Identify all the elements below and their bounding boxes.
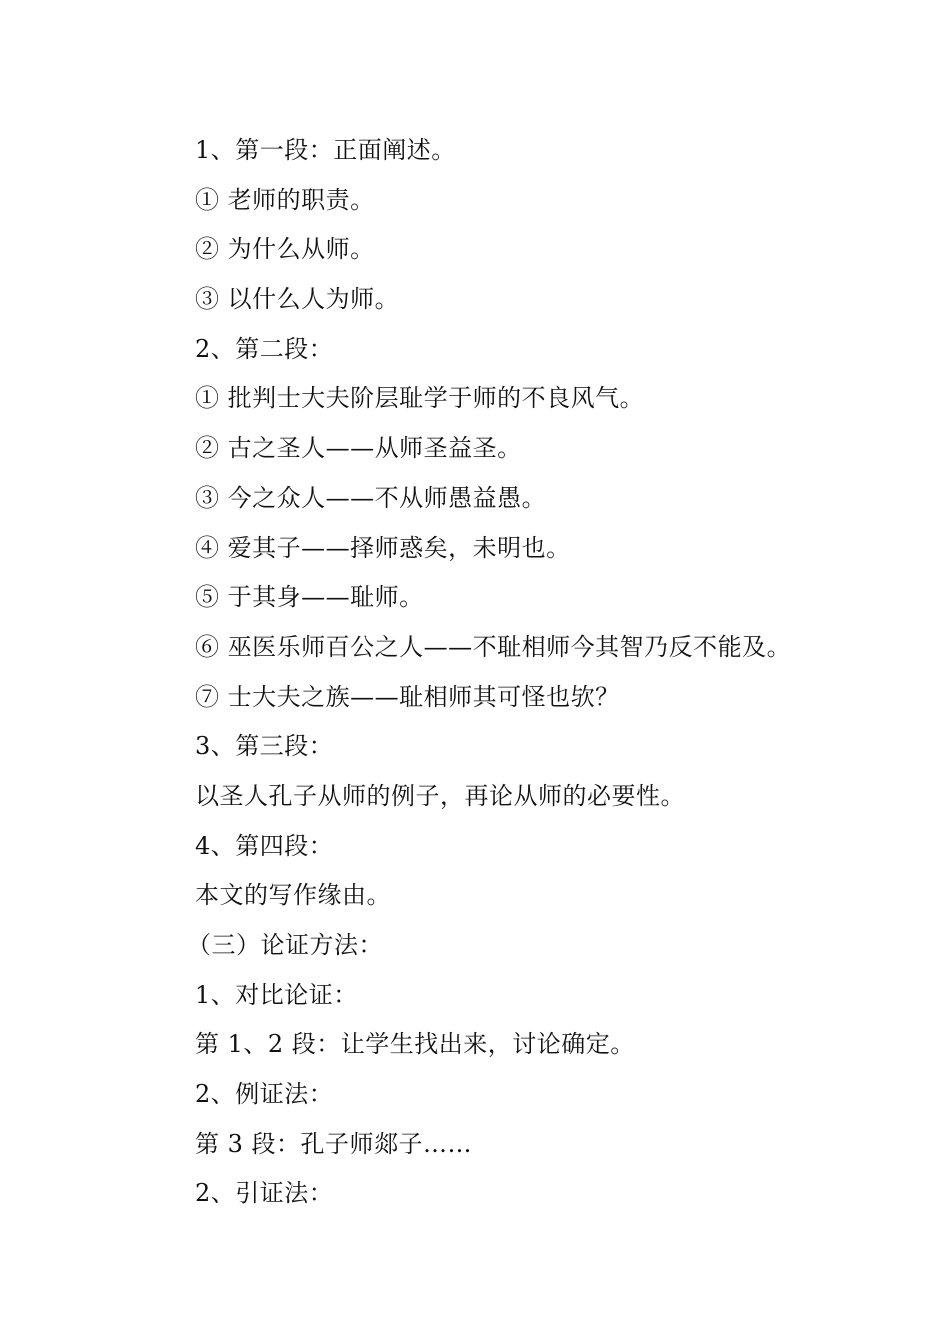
list-item: ② 为什么从师。: [195, 235, 375, 264]
paragraph: 第 1、2 段：让学生找出来，讨论确定。: [195, 1030, 635, 1059]
method-heading: 1、对比论证：: [195, 980, 358, 1009]
section-heading-1: 1、第一段：正面阐述。: [195, 136, 456, 164]
list-item: ③ 以什么人为师。: [195, 285, 400, 314]
section-heading-3: 3、第三段：: [195, 732, 334, 761]
paragraph: 本文的写作缘由。: [195, 881, 391, 910]
paragraph: 第 3 段：孔子师郯子……: [195, 1129, 473, 1158]
list-item: ③ 今之众人——不从师愚益愚。: [195, 483, 547, 512]
method-heading: 2、引证法：: [195, 1179, 334, 1208]
section-heading-2: 2、第二段：: [195, 334, 334, 363]
subsection-heading: （三）论证方法：: [187, 931, 383, 959]
section-heading-4: 4、第四段：: [195, 831, 334, 860]
list-item: ④ 爱其子——择师惑矣，未明也。: [195, 533, 571, 562]
list-item: ① 老师的职责。: [195, 185, 375, 214]
list-item: ⑦ 士大夫之族——耻相师其可怪也欤？: [195, 682, 620, 711]
list-item: ② 古之圣人——从师圣益圣。: [195, 434, 522, 463]
list-item: ① 批判士大夫阶层耻学于师的不良风气。: [195, 384, 645, 413]
list-item: ⑤ 于其身——耻师。: [195, 583, 424, 612]
method-heading: 2、例证法：: [195, 1080, 334, 1109]
document-body: [187, 126, 915, 1219]
paragraph: 以圣人孔子从师的例子，再论从师的必要性。: [195, 781, 685, 810]
list-item: ⑥ 巫医乐师百公之人——不耻相师今其智乃反不能及。: [195, 632, 792, 661]
